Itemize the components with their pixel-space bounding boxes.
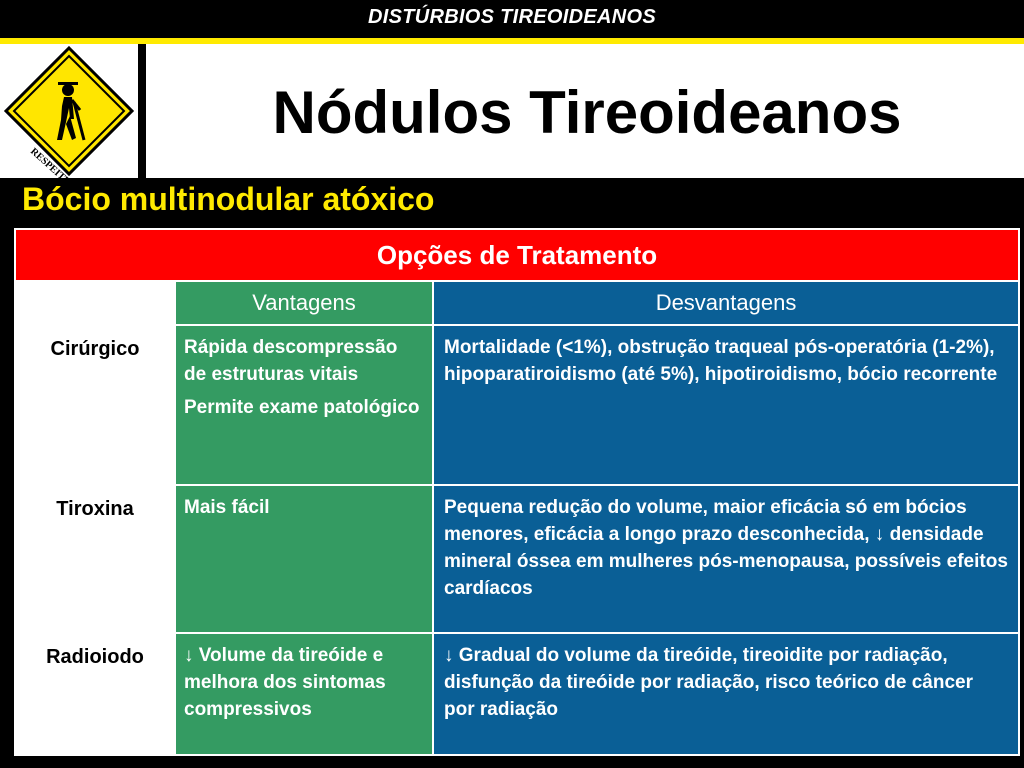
column-header-vantagens: Vantagens [175, 281, 433, 325]
advantage-item: Rápida descompressão de estruturas vitais [184, 337, 398, 385]
disadvantages-cell: Pequena redução do volume, maior eficácia só em bócios menores, eficácia a longo prazo desconhecida, ↓ densidade mineral óssea em mulheres pós-menopausa, possíveis efeitos cardíacos [433, 485, 1019, 633]
table-row [15, 325, 1019, 485]
row-label-cirurgico: Cirúrgico [15, 325, 175, 485]
table-row [15, 633, 1019, 755]
slide-header [0, 44, 1024, 178]
advantage-item: ↓ Volume da tireóide e melhora dos sintomas compressivos [184, 645, 386, 720]
advantages-cell [175, 633, 433, 755]
logo-separator [138, 44, 146, 178]
table-title: Opções de Tratamento [15, 229, 1019, 281]
advantage-item: Mais fácil [184, 497, 270, 518]
table-row [15, 485, 1019, 633]
warning-sign-icon [0, 44, 138, 178]
slide-subtitle: Bócio multinodular atóxico [22, 181, 435, 217]
advantages-cell [175, 325, 433, 485]
disadvantages-cell: ↓ Gradual do volume da tireóide, tireoidite por radiação, disfunção da tireóide por radiação, risco teórico de câncer por radiação [433, 633, 1019, 755]
disadvantages-cell: Mortalidade (<1%), obstrução traqueal pós-operatória (1-2%), hipoparatiroidismo (até 5%), hipotiroidismo, bócio recorrente [433, 325, 1019, 485]
section-title: DISTÚRBIOS TIREOIDEANOS [367, 6, 657, 28]
row-label-tiroxina: Tiroxina [15, 485, 175, 633]
row-label-radioiodo: Radioiodo [15, 633, 175, 755]
treatment-table [14, 228, 1018, 756]
blank-header-cell [15, 281, 175, 325]
top-bar [0, 0, 1024, 38]
page-title: Nódulos Tireoideanos [272, 79, 902, 146]
advantage-item: Permite exame patológico [184, 397, 420, 418]
advantages-cell [175, 485, 433, 633]
respeite-o-idoso-logo [0, 44, 138, 178]
column-header-desvantagens: Desvantagens [433, 281, 1019, 325]
